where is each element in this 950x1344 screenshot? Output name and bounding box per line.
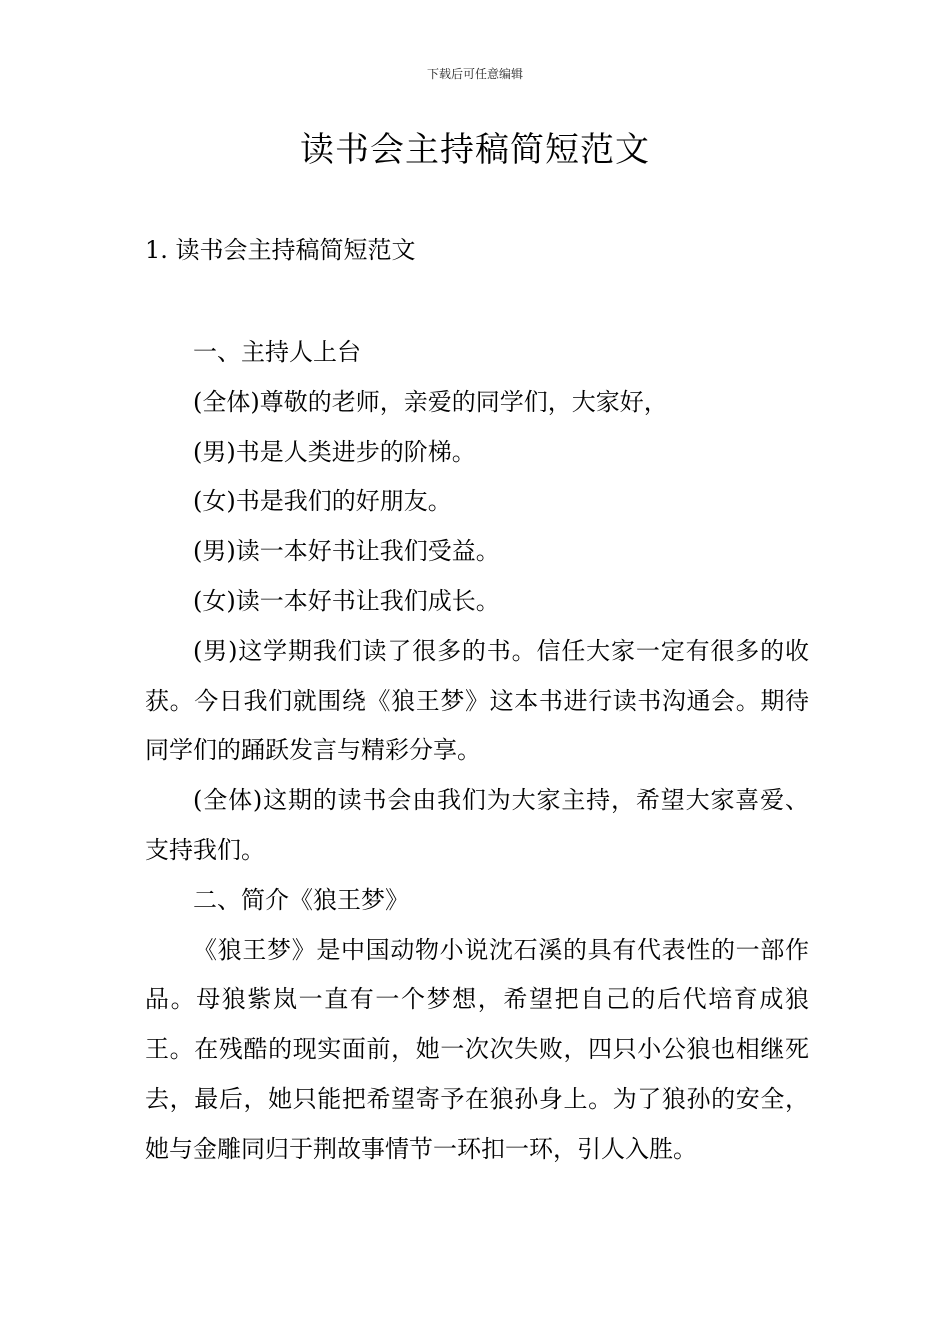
paragraph: (全体)这期的读书会由我们为大家主持，希望大家喜爱、支持我们。 [145,786,809,864]
paragraph: (女)书是我们的好朋友。 [193,487,452,516]
paragraph: 一、主持人上台 [193,338,361,366]
paragraph: (男)这学期我们读了很多的书。信任大家一定有很多的收获。今日我们就围绕《狼王梦》这本书进行读书沟通会。期待同学们的踊跃发言与精彩分享。 [145,636,809,765]
section-heading: 1. 读书会主持稿简短范文 [145,236,416,264]
paragraph: (男)读一本好书让我们受益。 [193,537,500,566]
header-note: 下载后可任意编辑 [426,67,523,81]
document-title: 读书会主持稿简短范文 [300,130,650,170]
paragraph: (女)读一本好书让我们成长。 [193,586,500,615]
paragraph: 《狼王梦》是中国动物小说沈石溪的具有代表性的一部作品。母狼紫岚一直有一个梦想，希望把自己的后代培育成狼王。在残酷的现实面前，她一次次失败，四只小公狼也相继死去，最后，她只能把希望寄予在狼孙身上。为了狼孙的安全，她与金雕同归于荆故事情节一环扣一环，引人入胜。 [145,935,809,1163]
paragraph: (男)书是人类进步的阶梯。 [193,437,476,466]
document-body [145,328,809,1175]
paragraph: 二、简介《狼王梦》 [193,885,409,914]
paragraph: (全体)尊敬的老师，亲爱的同学们，大家好， [193,387,668,416]
